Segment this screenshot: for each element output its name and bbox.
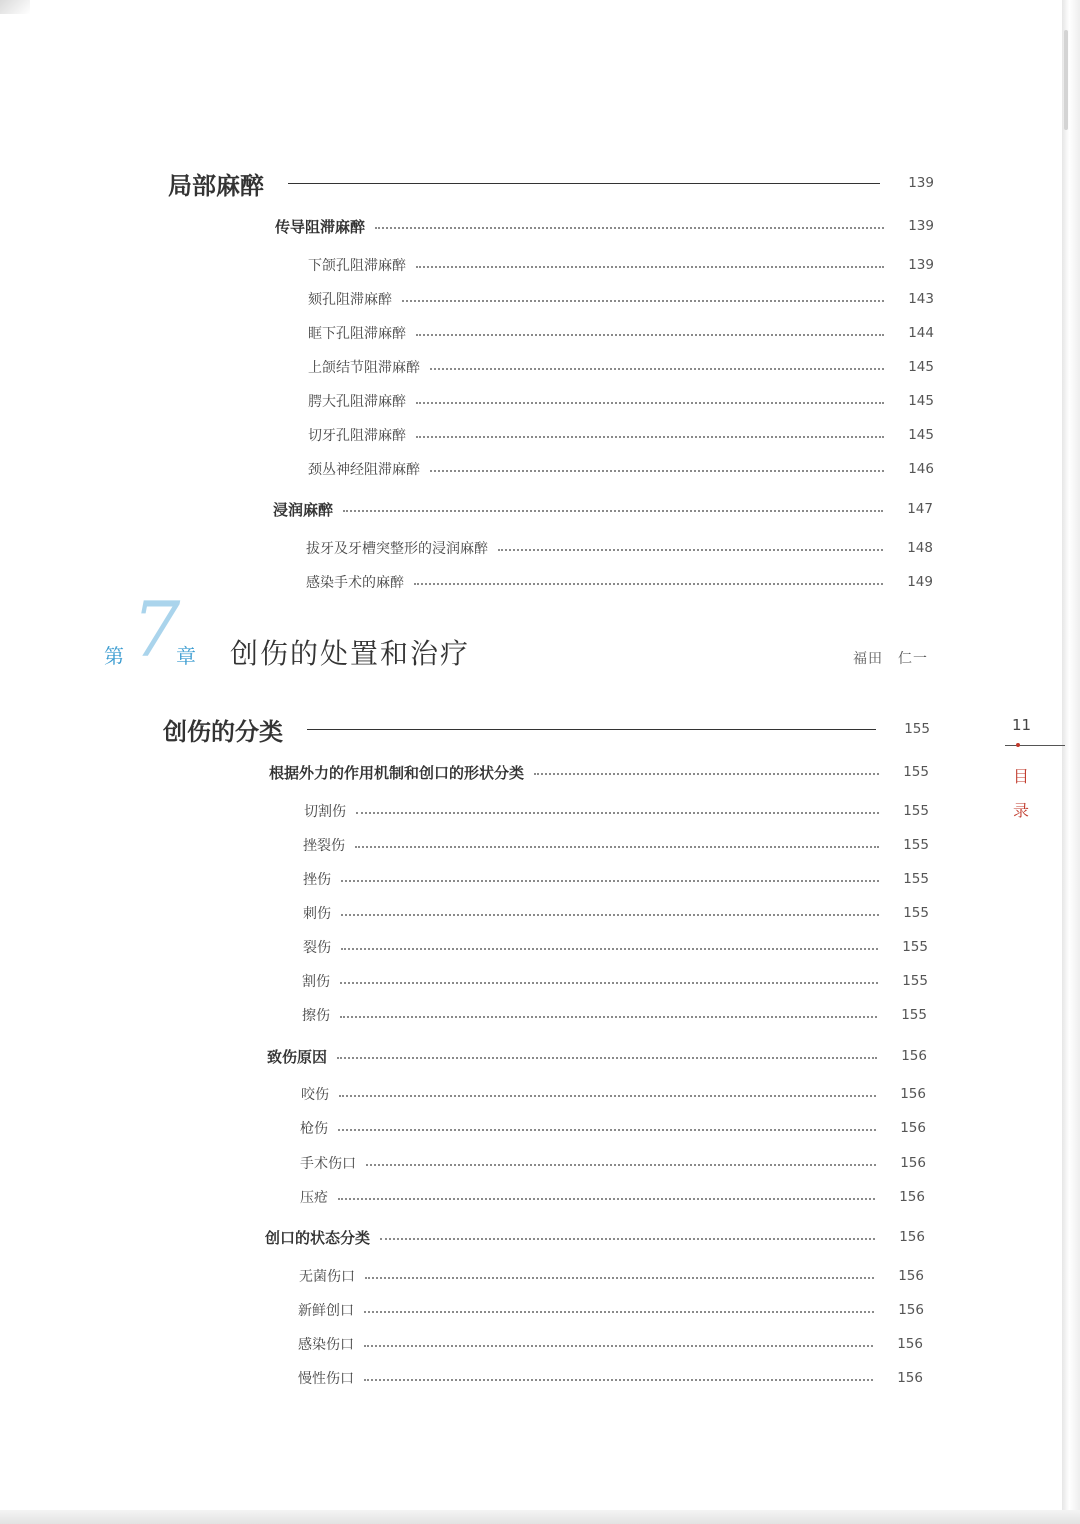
chapter-heading [104, 585, 934, 674]
toc-entry-page: 155 [903, 871, 929, 887]
toc-entry-page: 139 [908, 257, 934, 273]
toc-entry-title: 刺伤 [303, 906, 331, 922]
toc-entry-title: 拔牙及牙槽突整形的浸润麻醉 [306, 541, 488, 557]
toc-entry[interactable] [308, 287, 934, 311]
toc-leader [430, 368, 884, 370]
page-edge-mark [1064, 30, 1068, 130]
toc-entry[interactable] [306, 570, 933, 594]
toc-entry-title: 致伤原因 [267, 1047, 328, 1066]
toc-entry[interactable] [303, 867, 929, 891]
toc-entry-page: 149 [907, 574, 933, 590]
toc-entry-title: 眶下孔阻滞麻醉 [308, 326, 406, 342]
toc-entry-page: 156 [897, 1370, 923, 1386]
chapter-prefix: 第 [104, 644, 124, 668]
toc-leader [430, 470, 884, 472]
toc-entry-title: 割伤 [302, 974, 330, 990]
toc-leader [340, 982, 878, 984]
toc-leader [341, 948, 878, 950]
toc-entry-local-anesthesia[interactable] [168, 171, 934, 200]
toc-entry-title: 切割伤 [304, 804, 346, 820]
toc-leader [341, 880, 879, 882]
side-section-label: 目录 [1013, 767, 1030, 820]
toc-rule [288, 183, 880, 184]
toc-entry-page: 156 [899, 1229, 925, 1245]
toc-entry-page: 139 [908, 175, 934, 191]
toc-entry-title: 咬伤 [301, 1087, 329, 1103]
toc-entry-title: 手术伤口 [300, 1156, 356, 1172]
toc-entry-page: 155 [902, 973, 928, 989]
chapter-title: 创伤的处置和治疗 [230, 637, 471, 670]
toc-entry[interactable] [299, 1264, 924, 1288]
toc-entry-title: 切牙孔阻滞麻醉 [308, 428, 406, 444]
toc-entry[interactable] [308, 457, 934, 481]
toc-leader [366, 1164, 876, 1166]
toc-entry[interactable] [308, 423, 934, 447]
toc-entry[interactable] [303, 935, 928, 959]
toc-entry-title: 颈丛神经阻滞麻醉 [308, 462, 420, 478]
toc-entry-title: 根据外力的作用机制和创口的形状分类 [269, 763, 525, 782]
toc-leader [356, 812, 879, 814]
toc-entry-page: 156 [897, 1336, 923, 1352]
toc-entry[interactable] [302, 969, 928, 993]
toc-leader [416, 402, 884, 404]
toc-entry-wound-state[interactable] [265, 1225, 925, 1249]
toc-leader [337, 1057, 877, 1059]
toc-entry[interactable] [308, 321, 934, 345]
scan-corner-shadow [0, 0, 30, 14]
chapter-author: 福田 仁一 [853, 651, 928, 667]
toc-entry-title: 感染伤口 [298, 1337, 354, 1353]
toc-entry[interactable] [306, 536, 933, 560]
page-number: 11 [1012, 716, 1032, 734]
toc-entry-page: 155 [903, 803, 929, 819]
toc-leader [364, 1379, 873, 1381]
toc-entry[interactable] [298, 1298, 924, 1322]
toc-leader [365, 1277, 874, 1279]
toc-entry-page: 146 [908, 461, 934, 477]
toc-entry[interactable] [301, 1082, 926, 1106]
toc-leader [534, 773, 879, 775]
page-bottom-edge [0, 1510, 1080, 1524]
toc-entry-page: 156 [899, 1189, 925, 1205]
toc-entry[interactable] [302, 1003, 927, 1027]
toc-entry-wound-classification[interactable] [163, 717, 930, 746]
toc-entry-title: 感染手术的麻醉 [306, 575, 404, 591]
toc-leader [338, 1198, 875, 1200]
toc-entry-page: 148 [907, 540, 933, 556]
toc-entry-title: 挫伤 [303, 872, 331, 888]
toc-leader [414, 583, 883, 585]
chapter-suffix: 章 [176, 644, 196, 668]
toc-entry-page: 155 [904, 721, 930, 737]
toc-leader [402, 300, 884, 302]
toc-entry[interactable] [300, 1151, 926, 1175]
toc-entry-title: 裂伤 [303, 940, 331, 956]
toc-entry-conduction-block[interactable] [275, 214, 934, 238]
toc-entry-title: 擦伤 [302, 1008, 330, 1024]
toc-entry-title: 上颌结节阻滞麻醉 [308, 360, 420, 376]
toc-entry-title: 颏孔阻滞麻醉 [308, 292, 392, 308]
toc-entry-page: 155 [903, 837, 929, 853]
toc-leader [364, 1311, 874, 1313]
toc-entry-title: 挫裂伤 [303, 838, 345, 854]
toc-entry-page: 156 [900, 1120, 926, 1136]
toc-entry-page: 147 [907, 501, 933, 517]
toc-entry-title: 传导阻滞麻醉 [275, 217, 366, 236]
toc-entry-title: 局部麻醉 [168, 171, 264, 200]
toc-entry[interactable] [303, 833, 929, 857]
toc-leader [380, 1238, 875, 1240]
chapter-number: 7 [132, 585, 181, 674]
toc-entry-page: 155 [903, 905, 929, 921]
toc-entry-title: 压疮 [300, 1190, 328, 1206]
toc-entry[interactable] [303, 901, 929, 925]
toc-entry-causes[interactable] [267, 1044, 927, 1068]
toc-entry-page: 155 [903, 764, 929, 780]
toc-leader [339, 1095, 876, 1097]
page-right-edge [1062, 0, 1080, 1524]
toc-leader [340, 1016, 877, 1018]
toc-entry[interactable] [308, 253, 934, 277]
side-dot-marker [1016, 743, 1020, 747]
toc-entry-page: 145 [908, 427, 934, 443]
toc-entry-page: 145 [908, 359, 934, 375]
toc-leader [364, 1345, 873, 1347]
toc-entry-page: 144 [908, 325, 934, 341]
toc-leader [355, 846, 879, 848]
toc-entry[interactable] [308, 355, 934, 379]
toc-entry-title: 腭大孔阻滞麻醉 [308, 394, 406, 410]
toc-entry-page: 156 [898, 1268, 924, 1284]
toc-entry-title: 创口的状态分类 [265, 1228, 371, 1247]
toc-entry-page: 155 [901, 1007, 927, 1023]
toc-entry[interactable] [308, 389, 934, 413]
toc-entry-page: 156 [900, 1086, 926, 1102]
toc-leader [341, 914, 879, 916]
toc-leader [338, 1129, 876, 1131]
toc-entry[interactable] [300, 1116, 926, 1140]
toc-entry-infiltration[interactable] [273, 497, 933, 521]
toc-entry-title: 新鲜创口 [298, 1303, 354, 1319]
toc-leader [416, 436, 884, 438]
toc-entry-page: 139 [908, 218, 934, 234]
toc-entry[interactable] [298, 1366, 923, 1390]
toc-leader [416, 334, 884, 336]
toc-rule [307, 729, 876, 730]
toc-entry-page: 156 [900, 1155, 926, 1171]
toc-entry-page: 156 [898, 1302, 924, 1318]
toc-leader [343, 510, 883, 512]
toc-entry-page: 155 [902, 939, 928, 955]
toc-entry-page: 145 [908, 393, 934, 409]
toc-entry[interactable] [298, 1332, 923, 1356]
toc-entry[interactable] [304, 799, 929, 823]
toc-leader [416, 266, 884, 268]
toc-entry-title: 慢性伤口 [298, 1371, 354, 1387]
side-divider [1005, 745, 1065, 746]
toc-entry-page: 143 [908, 291, 934, 307]
toc-entry-title: 无菌伤口 [299, 1269, 355, 1285]
toc-entry-title: 枪伤 [300, 1121, 328, 1137]
toc-leader [498, 549, 883, 551]
toc-entry-title: 创伤的分类 [163, 717, 283, 746]
toc-entry[interactable] [300, 1185, 925, 1209]
toc-entry-title: 浸润麻醉 [273, 500, 334, 519]
toc-leader [375, 227, 884, 229]
toc-entry-mechanism[interactable] [269, 760, 929, 784]
toc-entry-page: 156 [901, 1048, 927, 1064]
toc-entry-title: 下颌孔阻滞麻醉 [308, 258, 406, 274]
